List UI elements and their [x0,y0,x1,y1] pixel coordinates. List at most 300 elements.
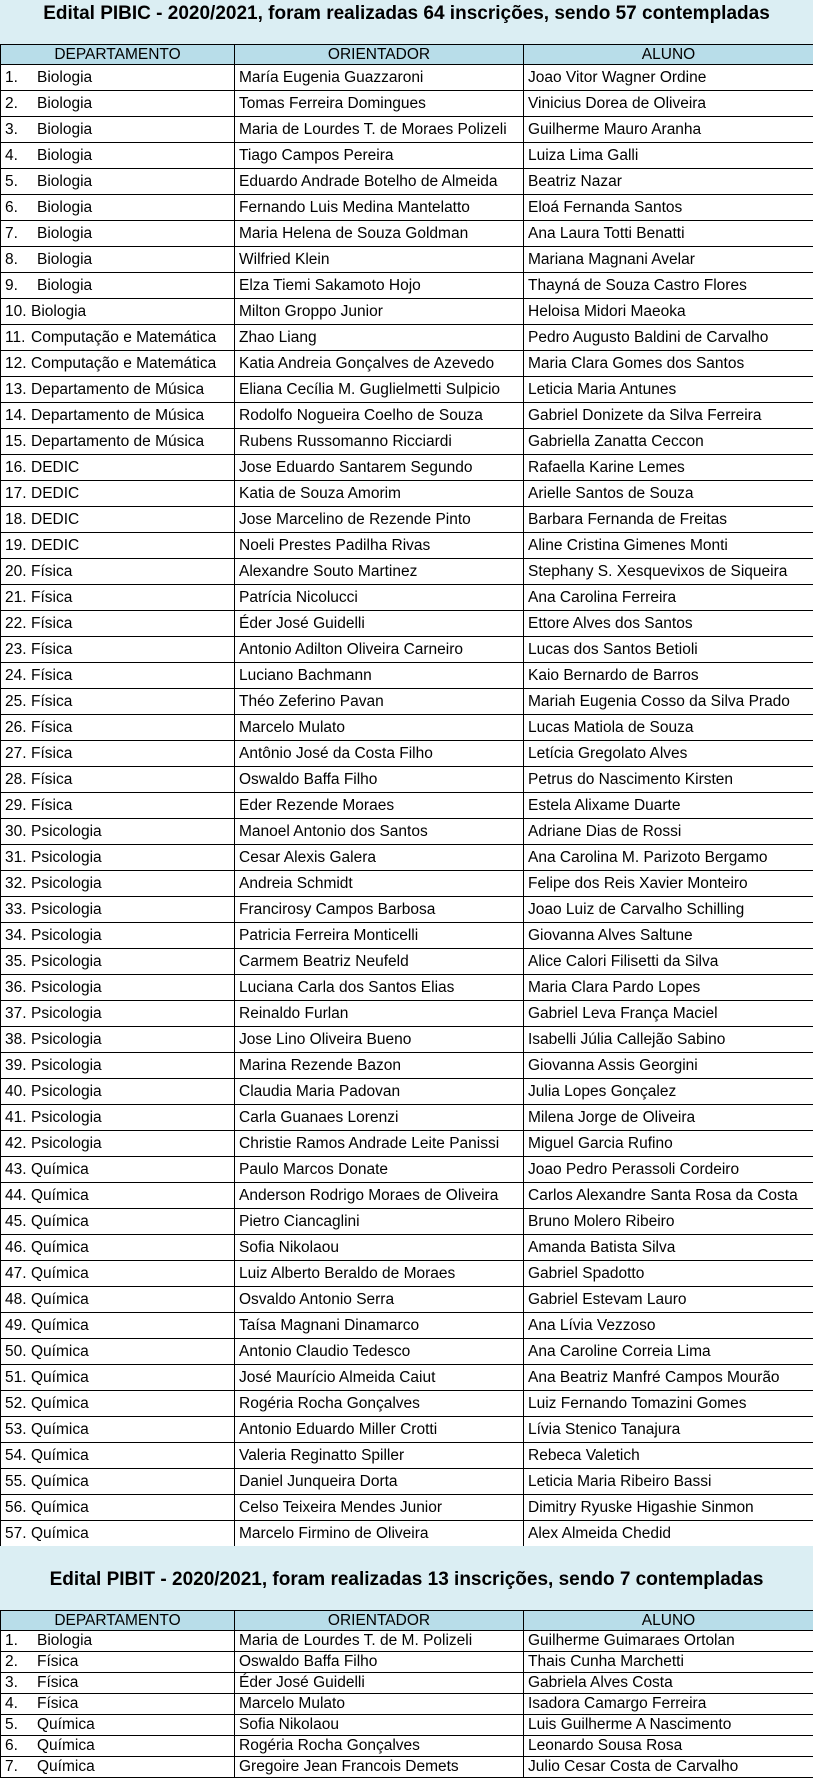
departamento-value: Física [31,562,73,580]
orientador-cell: Jose Eduardo Santarem Segundo [235,455,524,481]
orientador-cell: Elza Tiemi Sakamoto Hojo [235,273,524,299]
departamento-value: Psicologia [31,926,102,944]
row-number: 4. [5,146,18,164]
departamento-cell [1,195,235,221]
departamento-cell [1,533,235,559]
departamento-cell [1,845,235,871]
departamento-cell [1,585,235,611]
orientador-cell: Alexandre Souto Martinez [235,559,524,585]
departamento-value: Departamento de Música [31,380,205,398]
row-number: 33. [5,900,27,918]
aluno-cell: Leonardo Sousa Rosa [524,1736,813,1757]
row-number: 43. [5,1160,27,1178]
row-number: 13. [5,380,27,398]
departamento-cell [1,871,235,897]
departamento-cell [1,793,235,819]
departamento-cell [1,1365,235,1391]
departamento-cell [1,1001,235,1027]
orientador-cell: Patricia Ferreira Monticelli [235,923,524,949]
table-row [1,429,813,455]
departamento-cell [1,975,235,1001]
orientador-cell: Luciano Bachmann [235,663,524,689]
departamento-value: Biologia [37,94,93,112]
orientador-cell: Francirosy Campos Barbosa [235,897,524,923]
table-row [1,793,813,819]
aluno-cell: Joao Vitor Wagner Ordine [524,65,813,91]
aluno-cell: Rafaella Karine Lemes [524,455,813,481]
orientador-cell: Fernando Luis Medina Mantelatto [235,195,524,221]
table-row [1,377,813,403]
aluno-cell: Guilherme Guimaraes Ortolan [524,1631,813,1652]
departamento-value: Química [31,1160,89,1178]
pibit-title: Edital PIBIT - 2020/2021, foram realizadas 13 inscrições, sendo 7 contempladas [0,1566,813,1596]
table-row [1,325,813,351]
departamento-value: DEDIC [31,536,80,554]
aluno-cell: Pedro Augusto Baldini de Carvalho [524,325,813,351]
table-row [1,1495,813,1521]
orientador-cell: Noeli Prestes Padilha Rivas [235,533,524,559]
orientador-cell: Maria de Lourdes T. de Moraes Polizeli [235,117,524,143]
row-number: 7. [5,1758,18,1775]
departamento-cell [1,741,235,767]
departamento-value: Química [31,1264,89,1282]
departamento-value: Departamento de Música [31,432,205,450]
departamento-value: Química [31,1420,89,1438]
table-row [1,1027,813,1053]
departamento-cell [1,247,235,273]
aluno-cell: Gabriel Donizete da Silva Ferreira [524,403,813,429]
orientador-cell: Rodolfo Nogueira Coelho de Souza [235,403,524,429]
orientador-cell: Carla Guanaes Lorenzi [235,1105,524,1131]
table-row [1,1521,813,1547]
departamento-value: Biologia [37,146,93,164]
departamento-value: Química [31,1472,89,1490]
row-number: 4. [5,1695,18,1712]
aluno-cell: Gabriela Alves Costa [524,1673,813,1694]
aluno-cell: Ettore Alves dos Santos [524,611,813,637]
departamento-value: Biologia [37,224,93,242]
table-row [1,1235,813,1261]
orientador-cell: Tomas Ferreira Domingues [235,91,524,117]
departamento-cell [1,1131,235,1157]
row-number: 2. [5,1653,18,1670]
aluno-cell: Luis Guilherme A Nascimento [524,1715,813,1736]
table-row [1,949,813,975]
row-number: 24. [5,666,27,684]
table-row [1,117,813,143]
aluno-cell: Isadora Camargo Ferreira [524,1694,813,1715]
departamento-value: DEDIC [31,510,80,528]
row-number: 57. [5,1524,27,1542]
orientador-cell: Antonio Adilton Oliveira Carneiro [235,637,524,663]
departamento-value: Física [31,718,73,736]
aluno-cell: Mariah Eugenia Cosso da Silva Prado [524,689,813,715]
pibic-spacer [0,30,813,44]
row-number: 31. [5,848,27,866]
row-number: 52. [5,1394,27,1412]
table-row [1,1131,813,1157]
aluno-cell: Stephany S. Xesquevixos de Siqueira [524,559,813,585]
row-number: 36. [5,978,27,996]
departamento-value: Química [31,1212,89,1230]
row-number: 19. [5,536,27,554]
orientador-cell: Carmem Beatriz Neufeld [235,949,524,975]
row-number: 6. [5,198,18,216]
orientador-cell: Jose Lino Oliveira Bueno [235,1027,524,1053]
orientador-cell: Anderson Rodrigo Moraes de Oliveira [235,1183,524,1209]
aluno-cell: Gabriella Zanatta Ceccon [524,429,813,455]
departamento-cell [1,507,235,533]
header-orientador: ORIENTADOR [235,45,524,65]
table-row [1,1365,813,1391]
departamento-cell [1,1261,235,1287]
orientador-cell: Sofia Nikolaou [235,1235,524,1261]
table-row [1,1757,813,1778]
departamento-value: DEDIC [31,484,80,502]
table-row [1,1287,813,1313]
departamento-cell [1,325,235,351]
orientador-cell: Rogéria Rocha Gonçalves [235,1736,524,1757]
aluno-cell: Lucas dos Santos Betioli [524,637,813,663]
row-number: 14. [5,406,27,424]
row-number: 25. [5,692,27,710]
aluno-cell: Miguel Garcia Rufino [524,1131,813,1157]
row-number: 49. [5,1316,27,1334]
orientador-cell: Antonio Eduardo Miller Crotti [235,1417,524,1443]
aluno-cell: Luiza Lima Galli [524,143,813,169]
orientador-cell: Rogéria Rocha Gonçalves [235,1391,524,1417]
departamento-value: Física [31,640,73,658]
table-row [1,871,813,897]
departamento-value: Química [31,1238,89,1256]
orientador-cell: Luciana Carla dos Santos Elias [235,975,524,1001]
orientador-cell: Oswaldo Baffa Filho [235,767,524,793]
table-row [1,845,813,871]
table-row [1,819,813,845]
orientador-cell: Katia de Souza Amorim [235,481,524,507]
aluno-cell: Adriane Dias de Rossi [524,819,813,845]
aluno-cell: Joao Pedro Perassoli Cordeiro [524,1157,813,1183]
table-row [1,65,813,91]
departamento-value: Psicologia [31,874,102,892]
departamento-value: Biologia [37,120,93,138]
departamento-value: Física [31,796,73,814]
departamento-value: Química [37,1758,95,1775]
departamento-cell [1,1469,235,1495]
departamento-cell [1,1391,235,1417]
table-row [1,923,813,949]
table-row [1,1443,813,1469]
departamento-value: Química [31,1394,89,1412]
aluno-cell: Carlos Alexandre Santa Rosa da Costa [524,1183,813,1209]
aluno-cell: Letícia Gregolato Alves [524,741,813,767]
departamento-cell [1,767,235,793]
departamento-value: Física [31,770,73,788]
aluno-cell: Ana Carolina Ferreira [524,585,813,611]
departamento-value: Psicologia [31,1030,102,1048]
row-number: 21. [5,588,27,606]
departamento-value: Química [31,1368,89,1386]
orientador-cell: Wilfried Klein [235,247,524,273]
orientador-cell: Théo Zeferino Pavan [235,689,524,715]
row-number: 50. [5,1342,27,1360]
departamento-cell [1,1757,235,1778]
departamento-value: Química [31,1342,89,1360]
departamento-cell [1,897,235,923]
departamento-value: Química [37,1737,95,1754]
orientador-cell: Celso Teixeira Mendes Junior [235,1495,524,1521]
aluno-cell: Bruno Molero Ribeiro [524,1209,813,1235]
departamento-cell [1,1313,235,1339]
aluno-cell: Milena Jorge de Oliveira [524,1105,813,1131]
table-row [1,1391,813,1417]
table-row [1,715,813,741]
table-row [1,689,813,715]
row-number: 44. [5,1186,27,1204]
row-number: 32. [5,874,27,892]
row-number: 10. [5,302,27,320]
departamento-value: Psicologia [31,822,102,840]
row-number: 18. [5,510,27,528]
table-row [1,91,813,117]
departamento-cell [1,481,235,507]
orientador-cell: Éder José Guidelli [235,611,524,637]
aluno-cell: Giovanna Alves Saltune [524,923,813,949]
row-number: 56. [5,1498,27,1516]
departamento-value: Computação e Matemática [31,354,217,372]
orientador-cell: Maria Helena de Souza Goldman [235,221,524,247]
row-number: 11. [5,328,26,346]
header-departamento: DEPARTAMENTO [1,45,235,65]
aluno-cell: Ana Beatriz Manfré Campos Mourão [524,1365,813,1391]
aluno-cell: Gabriel Spadotto [524,1261,813,1287]
header-orientador: ORIENTADOR [235,1611,524,1631]
departamento-cell [1,559,235,585]
aluno-cell: Petrus do Nascimento Kirsten [524,767,813,793]
table-row [1,455,813,481]
pibic-title: Edital PIBIC - 2020/2021, foram realizadas 64 inscrições, sendo 57 contempladas [0,0,813,30]
row-number: 37. [5,1004,27,1022]
departamento-cell [1,1079,235,1105]
row-number: 16. [5,458,27,476]
departamento-cell [1,1027,235,1053]
departamento-cell [1,1694,235,1715]
orientador-cell: Paulo Marcos Donate [235,1157,524,1183]
orientador-cell: Valeria Reginatto Spiller [235,1443,524,1469]
table-row [1,273,813,299]
departamento-cell [1,221,235,247]
row-number: 1. [5,1632,18,1649]
departamento-value: Química [31,1524,89,1542]
departamento-cell [1,663,235,689]
table-row [1,221,813,247]
aluno-cell: Ana Laura Totti Benatti [524,221,813,247]
departamento-value: Psicologia [31,1004,102,1022]
table-row [1,975,813,1001]
orientador-cell: Tiago Campos Pereira [235,143,524,169]
departamento-value: Química [37,1716,95,1733]
row-number: 28. [5,770,27,788]
orientador-cell: Daniel Junqueira Dorta [235,1469,524,1495]
orientador-cell: Marcelo Firmino de Oliveira [235,1521,524,1547]
departamento-value: Química [31,1186,89,1204]
aluno-cell: Arielle Santos de Souza [524,481,813,507]
row-number: 55. [5,1472,27,1490]
departamento-value: Física [31,744,73,762]
aluno-cell: Gabriel Leva França Maciel [524,1001,813,1027]
header-departamento: DEPARTAMENTO [1,1611,235,1631]
table-row [1,481,813,507]
table-row [1,611,813,637]
departamento-value: Química [31,1316,89,1334]
departamento-cell [1,351,235,377]
table-row [1,1079,813,1105]
row-number: 2. [5,94,18,112]
aluno-cell: Maria Clara Gomes dos Santos [524,351,813,377]
table-row [1,143,813,169]
departamento-cell [1,1715,235,1736]
row-number: 42. [5,1134,27,1152]
row-number: 5. [5,172,18,190]
departamento-value: Física [37,1653,79,1670]
departamento-cell [1,1736,235,1757]
aluno-cell: Thais Cunha Marchetti [524,1652,813,1673]
aluno-cell: Aline Cristina Gimenes Monti [524,533,813,559]
departamento-cell [1,455,235,481]
row-number: 7. [5,224,18,242]
departamento-cell [1,1053,235,1079]
table-row [1,169,813,195]
row-number: 27. [5,744,27,762]
departamento-cell [1,1521,235,1547]
departamento-value: Psicologia [31,978,102,996]
table-row [1,1417,813,1443]
departamento-value: Física [37,1674,79,1691]
departamento-cell [1,1652,235,1673]
orientador-cell: María Eugenia Guazzaroni [235,65,524,91]
departamento-cell [1,1235,235,1261]
table-row [1,585,813,611]
departamento-cell [1,143,235,169]
aluno-cell: Julia Lopes Gonçalez [524,1079,813,1105]
row-number: 48. [5,1290,27,1308]
orientador-cell: Marcelo Mulato [235,1694,524,1715]
departamento-value: Física [37,1695,79,1712]
departamento-cell [1,1339,235,1365]
aluno-cell: Gabriel Estevam Lauro [524,1287,813,1313]
departamento-cell [1,65,235,91]
row-number: 41. [5,1108,27,1126]
table-row [1,1053,813,1079]
row-number: 53. [5,1420,27,1438]
departamento-value: Biologia [37,1632,93,1649]
row-number: 30. [5,822,27,840]
orientador-cell: Maria de Lourdes T. de M. Polizeli [235,1631,524,1652]
departamento-cell [1,91,235,117]
departamento-value: Psicologia [31,900,102,918]
orientador-cell: Reinaldo Furlan [235,1001,524,1027]
orientador-cell: Antonio Claudio Tedesco [235,1339,524,1365]
departamento-value: Física [31,666,73,684]
aluno-cell: Beatriz Nazar [524,169,813,195]
table-row [1,1183,813,1209]
table-row [1,1261,813,1287]
aluno-cell: Maria Clara Pardo Lopes [524,975,813,1001]
table-row [1,1001,813,1027]
departamento-value: Biologia [31,302,87,320]
orientador-cell: Luiz Alberto Beraldo de Moraes [235,1261,524,1287]
departamento-value: DEDIC [31,458,80,476]
table-row [1,897,813,923]
row-number: 51. [5,1368,27,1386]
orientador-cell: Eder Rezende Moraes [235,793,524,819]
orientador-cell: Claudia Maria Padovan [235,1079,524,1105]
orientador-cell: Marina Rezende Bazon [235,1053,524,1079]
aluno-cell: Dimitry Ryuske Higashie Sinmon [524,1495,813,1521]
aluno-cell: Amanda Batista Silva [524,1235,813,1261]
row-number: 39. [5,1056,27,1074]
orientador-cell: Jose Marcelino de Rezende Pinto [235,507,524,533]
orientador-cell: Zhao Liang [235,325,524,351]
aluno-cell: Guilherme Mauro Aranha [524,117,813,143]
departamento-cell [1,715,235,741]
aluno-cell: Vinicius Dorea de Oliveira [524,91,813,117]
orientador-cell: Antônio José da Costa Filho [235,741,524,767]
table-row [1,195,813,221]
aluno-cell: Joao Luiz de Carvalho Schilling [524,897,813,923]
table-row [1,1157,813,1183]
orientador-cell: Manoel Antonio dos Santos [235,819,524,845]
departamento-value: Biologia [37,276,93,294]
aluno-cell: Felipe dos Reis Xavier Monteiro [524,871,813,897]
header-aluno: ALUNO [524,45,813,65]
row-number: 15. [5,432,27,450]
table-row [1,351,813,377]
departamento-cell [1,1673,235,1694]
orientador-cell: Taísa Magnani Dinamarco [235,1313,524,1339]
orientador-cell: Éder José Guidelli [235,1673,524,1694]
departamento-value: Física [31,692,73,710]
departamento-value: Psicologia [31,848,102,866]
departamento-cell [1,1209,235,1235]
departamento-cell [1,1631,235,1652]
pibit-table [0,1610,813,1778]
row-number: 26. [5,718,27,736]
table-row [1,1339,813,1365]
departamento-value: Física [31,614,73,632]
table-row [1,299,813,325]
aluno-cell: Isabelli Júlia Callejão Sabino [524,1027,813,1053]
orientador-cell: Gregoire Jean Francois Demets [235,1757,524,1778]
row-number: 47. [5,1264,27,1282]
orientador-cell: José Maurício Almeida Caiut [235,1365,524,1391]
row-number: 34. [5,926,27,944]
departamento-cell [1,429,235,455]
aluno-cell: Ana Carolina M. Parizoto Bergamo [524,845,813,871]
departamento-cell [1,1287,235,1313]
table-row [1,403,813,429]
aluno-cell: Julio Cesar Costa de Carvalho [524,1757,813,1778]
orientador-cell: Milton Groppo Junior [235,299,524,325]
row-number: 9. [5,276,18,294]
row-number: 1. [5,68,18,86]
departamento-cell [1,1417,235,1443]
orientador-cell: Andreia Schmidt [235,871,524,897]
table-row [1,1469,813,1495]
aluno-cell: Luiz Fernando Tomazini Gomes [524,1391,813,1417]
departamento-value: Química [31,1290,89,1308]
row-number: 23. [5,640,27,658]
